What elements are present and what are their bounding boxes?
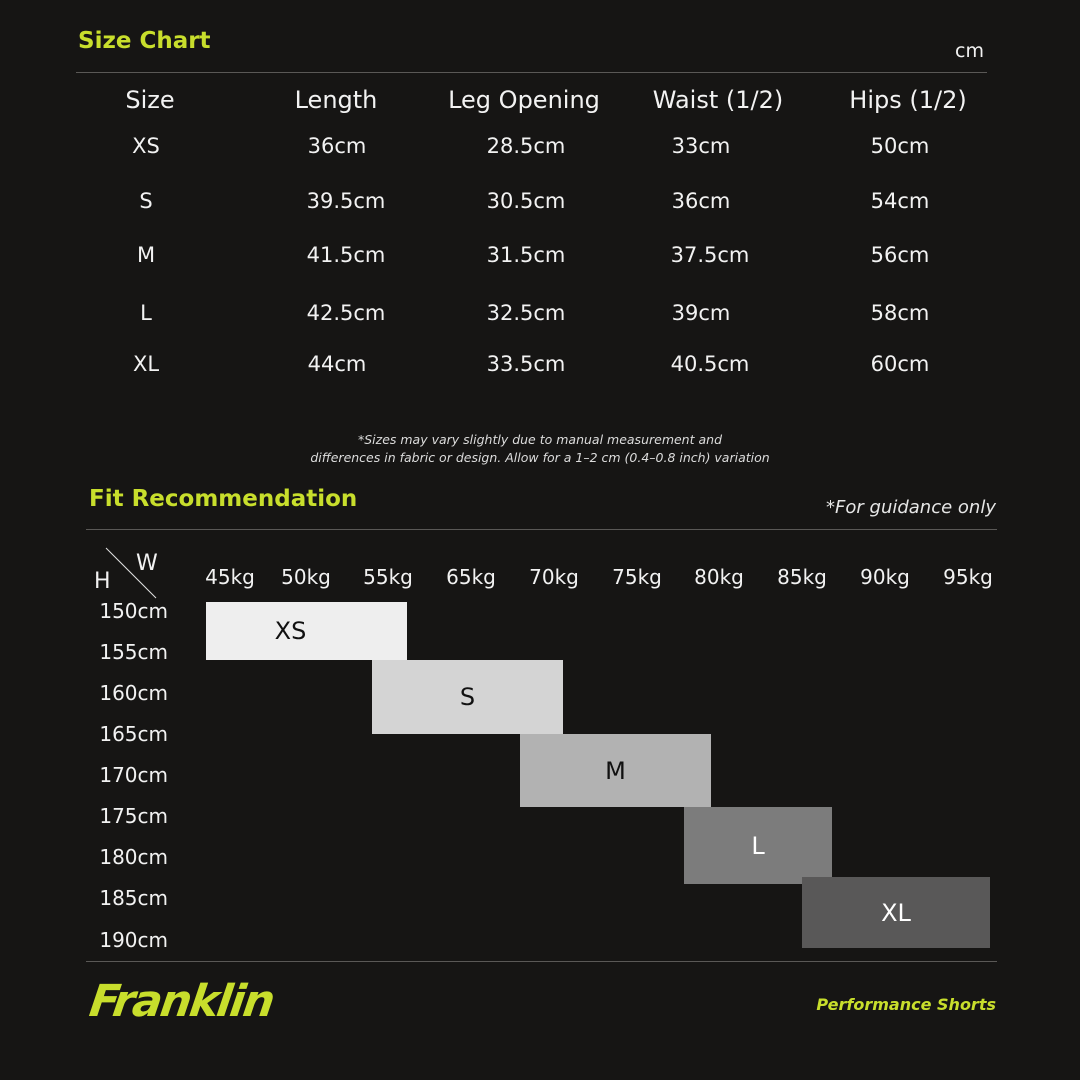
waist-cell: 36cm: [671, 189, 731, 213]
weight-label: 55kg: [363, 565, 413, 589]
column-header-leg-opening: Leg Opening: [448, 86, 600, 114]
brand-logo: Franklin: [86, 976, 277, 1027]
height-label: 150cm: [99, 599, 168, 623]
waist-cell: 40.5cm: [670, 352, 750, 376]
column-header-length: Length: [294, 86, 378, 114]
size-band-l: L: [684, 807, 832, 884]
size-band-xs: XS: [206, 602, 407, 660]
height-label: 180cm: [99, 845, 168, 869]
length-cell: 41.5cm: [306, 243, 386, 267]
leg-opening-cell: 28.5cm: [486, 134, 566, 158]
weight-axis-label: W: [136, 551, 158, 576]
hips-cell: 60cm: [870, 352, 930, 376]
size-band-xl: XL: [802, 877, 990, 948]
leg-opening-cell: 30.5cm: [486, 189, 566, 213]
waist-cell: 33cm: [671, 134, 731, 158]
weight-label: 45kg: [205, 565, 255, 589]
size-cell: XS: [132, 134, 160, 158]
length-cell: 36cm: [307, 134, 367, 158]
weight-label: 75kg: [612, 565, 662, 589]
unit-label: cm: [955, 40, 984, 62]
waist-cell: 39cm: [671, 301, 731, 325]
leg-opening-cell: 31.5cm: [486, 243, 566, 267]
hips-cell: 54cm: [870, 189, 930, 213]
length-cell: 42.5cm: [306, 301, 386, 325]
weight-label: 65kg: [446, 565, 496, 589]
column-header-waist: Waist (1/2): [652, 86, 784, 114]
height-label: 170cm: [99, 763, 168, 787]
size-cell: XL: [132, 352, 160, 376]
weight-label: 85kg: [777, 565, 827, 589]
fit-divider: [86, 529, 997, 530]
waist-cell: 37.5cm: [670, 243, 750, 267]
hips-cell: 50cm: [870, 134, 930, 158]
product-name: Performance Shorts: [816, 995, 996, 1014]
size-cell: S: [139, 189, 153, 213]
height-label: 190cm: [99, 928, 168, 952]
column-header-hips: Hips (1/2): [849, 86, 967, 114]
size-chart-title: Size Chart: [78, 28, 211, 54]
weight-label: 90kg: [860, 565, 910, 589]
leg-opening-cell: 33.5cm: [486, 352, 566, 376]
weight-label: 95kg: [943, 565, 993, 589]
size-band-s: S: [372, 660, 563, 734]
height-label: 155cm: [99, 640, 168, 664]
height-axis-label: H: [94, 569, 111, 594]
size-cell: L: [140, 301, 152, 325]
hips-cell: 56cm: [870, 243, 930, 267]
column-header-size: Size: [125, 86, 175, 114]
length-cell: 39.5cm: [306, 189, 386, 213]
weight-label: 50kg: [281, 565, 331, 589]
size-chart-divider: [76, 72, 987, 73]
height-label: 165cm: [99, 722, 168, 746]
guidance-note: *For guidance only: [826, 497, 996, 518]
weight-label: 70kg: [529, 565, 579, 589]
leg-opening-cell: 32.5cm: [486, 301, 566, 325]
height-label: 175cm: [99, 804, 168, 828]
height-label: 185cm: [99, 886, 168, 910]
variation-note-line1: *Sizes may vary slightly due to manual measurement and: [357, 432, 723, 447]
fit-recommendation-title: Fit Recommendation: [89, 486, 358, 512]
footer-divider: [86, 961, 997, 962]
size-cell: M: [136, 243, 156, 267]
height-label: 160cm: [99, 681, 168, 705]
size-band-m: M: [520, 734, 711, 807]
hips-cell: 58cm: [870, 301, 930, 325]
length-cell: 44cm: [307, 352, 367, 376]
variation-note-line2: differences in fabric or design. Allow for a 1–2 cm (0.4–0.8 inch) variation: [310, 450, 770, 465]
weight-label: 80kg: [694, 565, 744, 589]
